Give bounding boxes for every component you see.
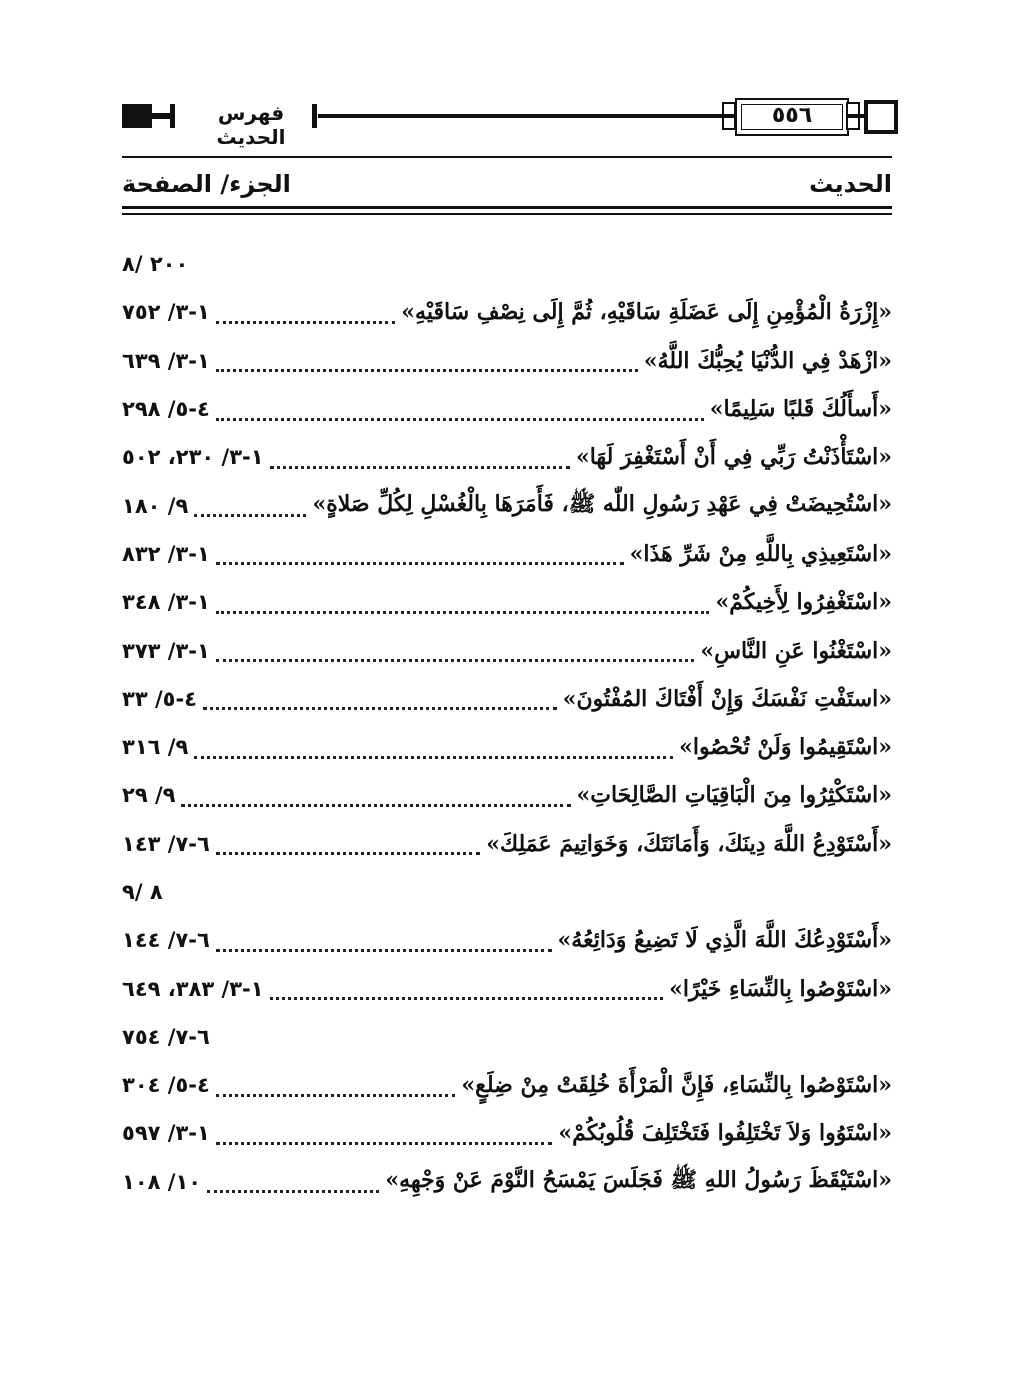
volume-page-ref: ١-٣/ ٣٧٣ bbox=[122, 638, 210, 663]
frame-knot bbox=[846, 116, 860, 130]
volume-page-ref: ٩/ ٢٩ bbox=[122, 783, 176, 808]
leader-dots bbox=[207, 1166, 379, 1193]
volume-page-ref: ١-٣/ ٧٥٢ bbox=[122, 300, 210, 325]
volume-page-ref: ٤-٥/ ٢٩٨ bbox=[122, 397, 210, 422]
header-left-ornament bbox=[122, 104, 152, 128]
frame-knot bbox=[722, 102, 736, 116]
leader-dots bbox=[216, 1118, 553, 1145]
volume-page-column-heading: الجزء/ الصفحة bbox=[122, 170, 291, 198]
volume-page-ref: ١-٣/ ٦٣٩ bbox=[122, 348, 210, 373]
leader-dots bbox=[216, 538, 624, 565]
volume-page-ref: ١-٣/ ٣٨٣، ٦٤٩ bbox=[122, 976, 264, 1001]
hadith-text: «أَسأَلُكَ قَلبًا سَلِيمًا» bbox=[709, 396, 892, 423]
heading-rule bbox=[122, 213, 892, 215]
hadith-text: «اسْتَغْفِرُوا لِأَخِيكُمْ» bbox=[715, 589, 892, 616]
index-row bbox=[122, 337, 892, 385]
index-row bbox=[122, 385, 892, 433]
header-right-box bbox=[864, 100, 898, 134]
index-row bbox=[122, 1158, 892, 1206]
index-row bbox=[122, 481, 892, 529]
frame-knot bbox=[722, 116, 736, 130]
page-number: ٥٥٦ bbox=[771, 103, 813, 128]
hadith-text: «أَسْتَوْدِعُ اللَّهَ دِينَكَ، وَأَمَانَتَكَ، وَخَوَاتِيمَ عَمَلِكَ» bbox=[486, 830, 892, 857]
hadith-text: «اسْتَوُوا وَلاَ تَخْتَلِفُوا فَتَخْتَلِفَ قُلُوبُكُمْ» bbox=[558, 1120, 892, 1147]
section-title: فهرس الحديث bbox=[188, 101, 314, 149]
index-row bbox=[122, 820, 892, 868]
hadith-text: «اسْتَوْصُوا بِالنِّسَاءِ، فَإِنَّ الْمَرْأَةَ خُلِقَتْ مِنْ ضِلَعٍ» bbox=[461, 1072, 892, 1099]
top-rule bbox=[122, 156, 892, 158]
leader-dots bbox=[216, 345, 638, 372]
leader-dots bbox=[194, 732, 673, 759]
leader-dots bbox=[216, 1070, 456, 1097]
volume-page-ref: ١-٣/ ٣٤٨ bbox=[122, 590, 210, 615]
leader-dots bbox=[270, 973, 664, 1000]
leader-dots bbox=[270, 442, 570, 469]
page-number-frame bbox=[735, 98, 849, 136]
header-title-bar bbox=[312, 104, 317, 128]
volume-page-ref: ٨ /٩ bbox=[122, 880, 163, 904]
hadith-index-list bbox=[122, 240, 892, 1206]
index-continuation-row bbox=[122, 1013, 892, 1061]
volume-page-ref: ١٠/ ١٠٨ bbox=[122, 1169, 202, 1194]
index-row bbox=[122, 675, 892, 723]
volume-page-ref: ١-٣/ ٥٩٧ bbox=[122, 1121, 210, 1146]
column-headings bbox=[122, 170, 892, 206]
index-row bbox=[122, 433, 892, 481]
hadith-text: «اسْتَقِيمُوا وَلَنْ تُحْصُوا» bbox=[679, 734, 892, 761]
leader-dots bbox=[216, 828, 480, 855]
leader-dots bbox=[181, 780, 570, 807]
index-continuation-row bbox=[122, 868, 892, 916]
hadith-text: «أَسْتَوْدِعُكَ اللَّهَ الَّذِي لَا تَضِيعُ وَدَائِعُهُ» bbox=[557, 927, 892, 954]
volume-page-ref: ١-٣/ ٨٣٢ bbox=[122, 541, 210, 566]
volume-page-ref: ٦-٧/ ٧٥٤ bbox=[122, 1024, 210, 1049]
index-row bbox=[122, 723, 892, 771]
frame-knot bbox=[846, 102, 860, 116]
leader-dots bbox=[216, 587, 710, 614]
hadith-text: «ازْهَدْ فِي الدُّنْيَا يُحِبُّكَ اللَّهُ» bbox=[643, 347, 892, 374]
volume-page-ref: ١-٣/ ٢٣٠، ٥٠٢ bbox=[122, 445, 264, 470]
leader-dots bbox=[216, 635, 695, 662]
volume-page-ref: ٩/ ١٨٠ bbox=[122, 493, 189, 518]
index-row bbox=[122, 578, 892, 626]
index-continuation-row bbox=[122, 240, 892, 288]
hadith-text: «اسْتَكْثِرُوا مِنَ الْبَاقِيَاتِ الصَّالِحَاتِ» bbox=[576, 782, 892, 809]
volume-page-ref: ٦-٧/ ١٤٤ bbox=[122, 928, 210, 953]
hadith-text: «استَفْتِ نَفْسَكَ وَإِنْ أَفْتَاكَ المُفْتُونَ» bbox=[562, 685, 892, 712]
index-row bbox=[122, 916, 892, 964]
volume-page-ref: ٤-٥/ ٣٣ bbox=[122, 686, 197, 711]
volume-page-ref: ٤-٥/ ٣٠٤ bbox=[122, 1073, 210, 1098]
hadith-text: «اسْتَوْصُوا بِالنِّسَاءِ خَيْرًا» bbox=[669, 975, 892, 1002]
hadith-column-heading: الحديث bbox=[809, 170, 892, 198]
page-header bbox=[122, 98, 892, 149]
hadith-text: «اسْتَغْنُوا عَنِ النَّاسِ» bbox=[700, 637, 892, 664]
index-row bbox=[122, 288, 892, 336]
hadith-text: «إِزْرَةُ الْمُؤْمِنِ إِلَى عَضَلَةِ سَاقَيْهِ، ثُمَّ إِلَى نِصْفِ سَاقَيْهِ» bbox=[401, 299, 892, 326]
leader-dots bbox=[194, 490, 306, 517]
hadith-text: «اسْتَأْذَنْتُ رَبِّي فِي أَنْ أَسْتَغْفِرَ لَهَا» bbox=[575, 444, 892, 471]
volume-page-ref: ٦-٧/ ١٤٣ bbox=[122, 831, 210, 856]
index-row bbox=[122, 771, 892, 819]
index-row bbox=[122, 1109, 892, 1157]
leader-dots bbox=[203, 683, 557, 710]
index-row bbox=[122, 964, 892, 1012]
index-row bbox=[122, 530, 892, 578]
hadith-text: «اسْتَعِيذِي بِاللَّهِ مِنْ شَرِّ هَذَا» bbox=[629, 540, 892, 567]
leader-dots bbox=[216, 297, 395, 324]
heading-rule bbox=[122, 206, 892, 209]
hadith-text: «اسْتَيْقَظَ رَسُولُ اللهِ ﷺ فَجَلَسَ يَمْسَحُ النَّوْمَ عَنْ وَجْهِهِ» bbox=[385, 1166, 892, 1193]
leader-dots bbox=[216, 925, 552, 952]
volume-page-ref: ٩/ ٣١٦ bbox=[122, 735, 189, 760]
index-row bbox=[122, 1061, 892, 1109]
header-left-ornament bbox=[152, 113, 170, 119]
hadith-text: «اسْتُحِيضَتْ فِي عَهْدِ رَسُولِ اللّٰه ﷺ، فَأَمَرَهَا بِالْغُسْلِ لِكُلِّ صَلاةٍ» bbox=[312, 490, 892, 517]
leader-dots bbox=[216, 394, 704, 421]
volume-page-ref: ٢٠٠ /٨ bbox=[122, 252, 189, 277]
header-left-ornament bbox=[170, 104, 175, 128]
index-row bbox=[122, 626, 892, 674]
